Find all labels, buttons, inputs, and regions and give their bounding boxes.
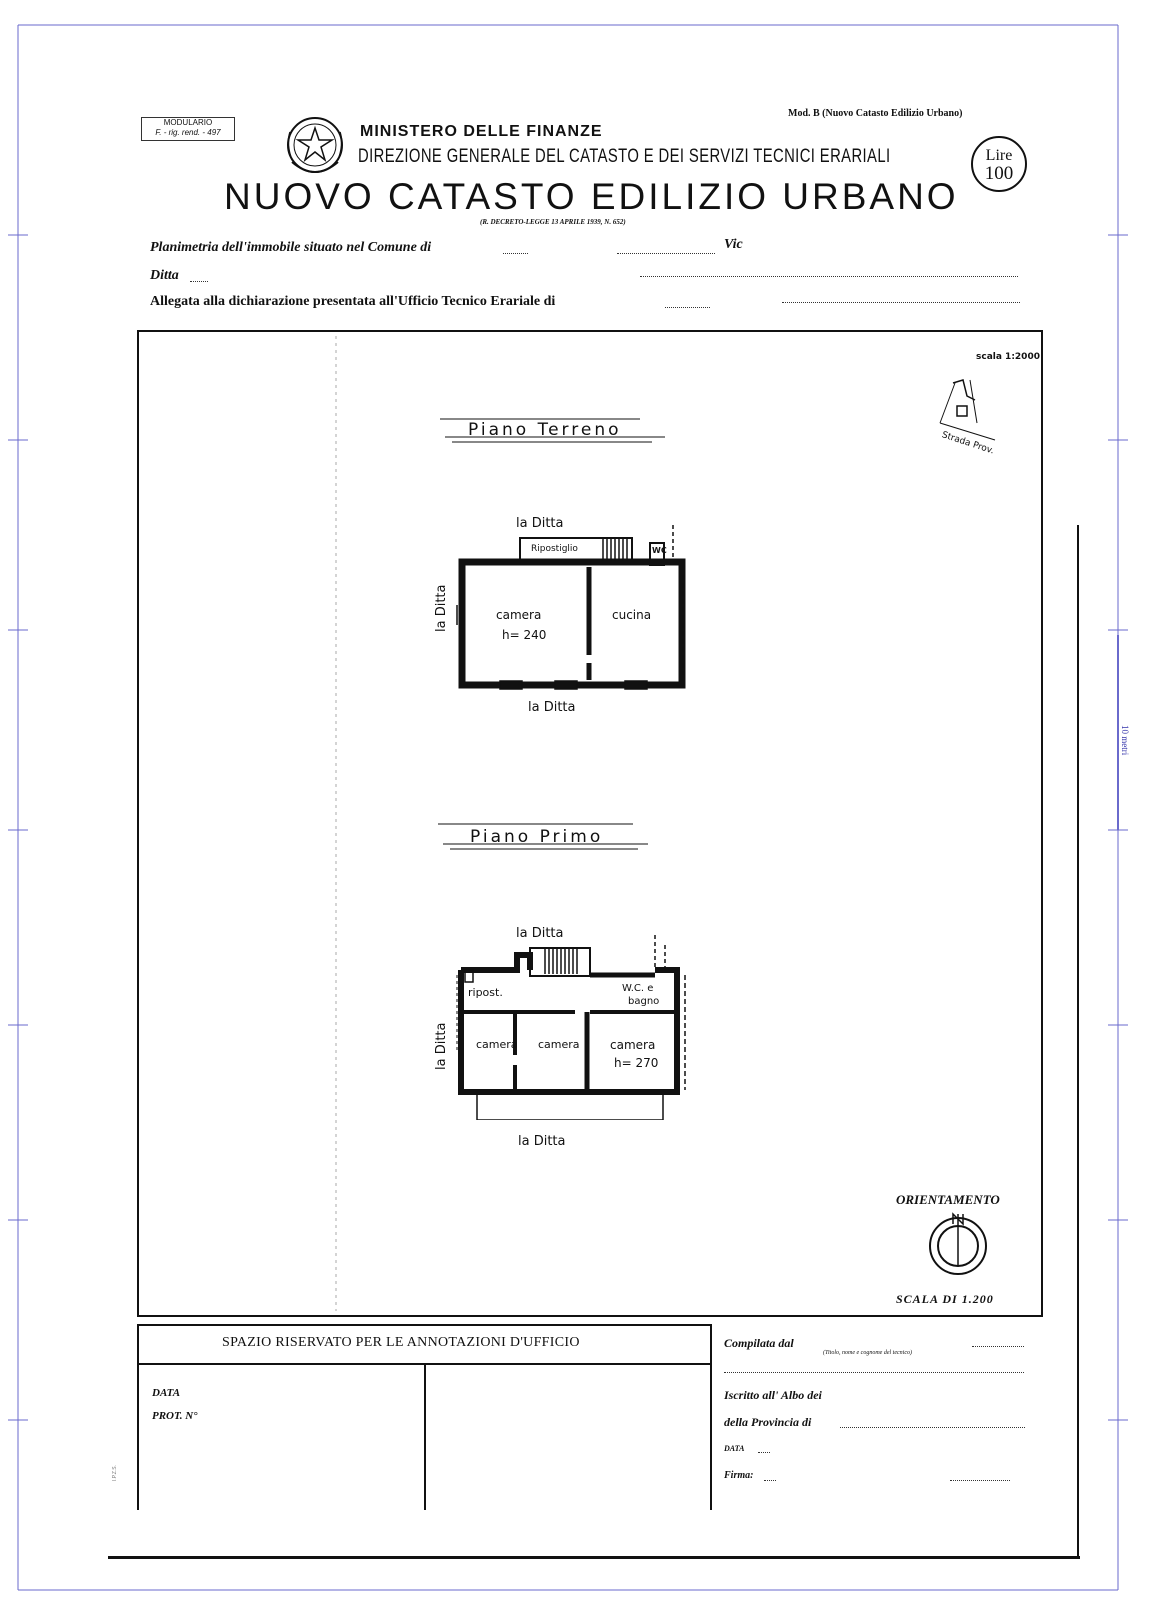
- side-scale-label: 10 metri: [1120, 725, 1130, 756]
- bottom-border: [108, 1556, 1080, 1559]
- compilata-field-2: [724, 1372, 1024, 1373]
- compilata-data-label: DATA: [724, 1444, 745, 1453]
- ground-cucina: cucina: [612, 608, 652, 622]
- ground-floor-underline: [440, 415, 666, 445]
- orientamento-label: ORIENTAMENTO: [896, 1192, 1000, 1207]
- ditta-field-2: [640, 276, 1018, 277]
- office-header: SPAZIO RISERVATO PER LE ANNOTAZIONI D'UFFICIO: [222, 1335, 580, 1350]
- ground-floor-title: Piano Terreno: [468, 420, 622, 440]
- office-box-lines: [137, 1324, 717, 1514]
- first-wc-bagno-2: bagno: [628, 996, 660, 1007]
- road-label: Strada Prov.: [940, 430, 996, 457]
- scala-label: SCALA DI 1.200: [896, 1292, 994, 1306]
- ufficio-field-2: [782, 302, 1020, 303]
- ufficio-field: [665, 307, 710, 308]
- ditta-label: Ditta: [150, 268, 179, 283]
- first-wc-bagno-1: W.C. e: [622, 983, 654, 994]
- ground-ripostiglio: Ripostiglio: [531, 544, 578, 554]
- first-camera-height: h= 270: [614, 1056, 659, 1070]
- comune-field-2: [617, 253, 715, 254]
- iscritto-label: Iscritto all' Albo dei: [724, 1388, 822, 1402]
- ground-ditta-bottom: la Ditta: [528, 700, 576, 715]
- office-prot-label: PROT. N°: [152, 1410, 198, 1422]
- direction-name: DIREZIONE GENERALE DEL CATASTO E DEI SERVIZI TECNICI ERARIALI: [358, 146, 891, 167]
- ground-floor-plan: [455, 515, 695, 695]
- ground-ditta-left: la Ditta: [434, 584, 449, 632]
- firma-field-2: [950, 1480, 1010, 1481]
- allegata-label: Allegata alla dichiarazione presentata all'Ufficio Tecnico Erariale di: [150, 294, 556, 309]
- printer-mark: I.P.Z.S.: [112, 1465, 118, 1482]
- first-ditta-bottom: la Ditta: [518, 1134, 566, 1149]
- first-camera-1: camera: [476, 1038, 518, 1051]
- mod-b-label: Mod. B (Nuovo Catasto Edilizio Urbano): [788, 108, 963, 119]
- compilata-data-field: [758, 1452, 770, 1453]
- planimetria-label: Planimetria dell'immobile situato nel Comune di: [150, 240, 432, 255]
- provincia-field: [840, 1427, 1025, 1428]
- first-floor-plan: [455, 930, 695, 1120]
- provincia-label: della Provincia di: [724, 1415, 812, 1429]
- modulario-box: [141, 117, 235, 141]
- office-data-label: DATA: [152, 1387, 181, 1399]
- first-camera-2: camera: [538, 1038, 580, 1051]
- ground-ditta-top: la Ditta: [516, 516, 564, 531]
- first-floor-underline: [438, 820, 650, 850]
- first-ditta-top: la Ditta: [516, 926, 564, 941]
- firma-label: Firma:: [724, 1470, 754, 1481]
- ground-camera: camera: [496, 608, 542, 622]
- decree-reference: (R. DECRETO-LEGGE 13 APRILE 1939, N. 652): [480, 218, 626, 226]
- first-camera-3: camera: [610, 1038, 656, 1052]
- firma-field: [764, 1480, 776, 1481]
- modulario-line2: F. - rig. rend. - 497: [155, 128, 221, 137]
- modulario-line1: MODULARIO: [163, 118, 213, 127]
- emblem-icon: [284, 112, 346, 178]
- ditta-field: [190, 281, 208, 282]
- compilata-field: [972, 1346, 1024, 1347]
- right-border: [1077, 525, 1079, 1557]
- compilata-label: Compilata dal: [724, 1336, 794, 1350]
- lire-label: Lire: [985, 147, 1013, 164]
- first-floor-title: Piano Primo: [470, 827, 604, 847]
- first-ditta-left: la Ditta: [434, 1022, 449, 1070]
- ground-wc: WC: [652, 546, 667, 555]
- lire-stamp: [971, 136, 1027, 192]
- lire-value: 100: [984, 163, 1014, 184]
- ground-camera-height: h= 240: [502, 628, 547, 642]
- ministry-name: MINISTERO DELLE FINANZE: [360, 123, 603, 140]
- fold-line: [335, 336, 337, 1311]
- document-title: NUOVO CATASTO EDILIZIO URBANO: [224, 176, 959, 217]
- scale-top-label: scala 1:2000: [976, 352, 1040, 362]
- compilata-note: (Titolo, nome e cognome del tecnico): [823, 1350, 912, 1356]
- compass-icon: [925, 1210, 991, 1276]
- via-label: Vic: [724, 237, 743, 252]
- first-ripost: ripost.: [468, 986, 503, 999]
- comune-field: [503, 253, 528, 254]
